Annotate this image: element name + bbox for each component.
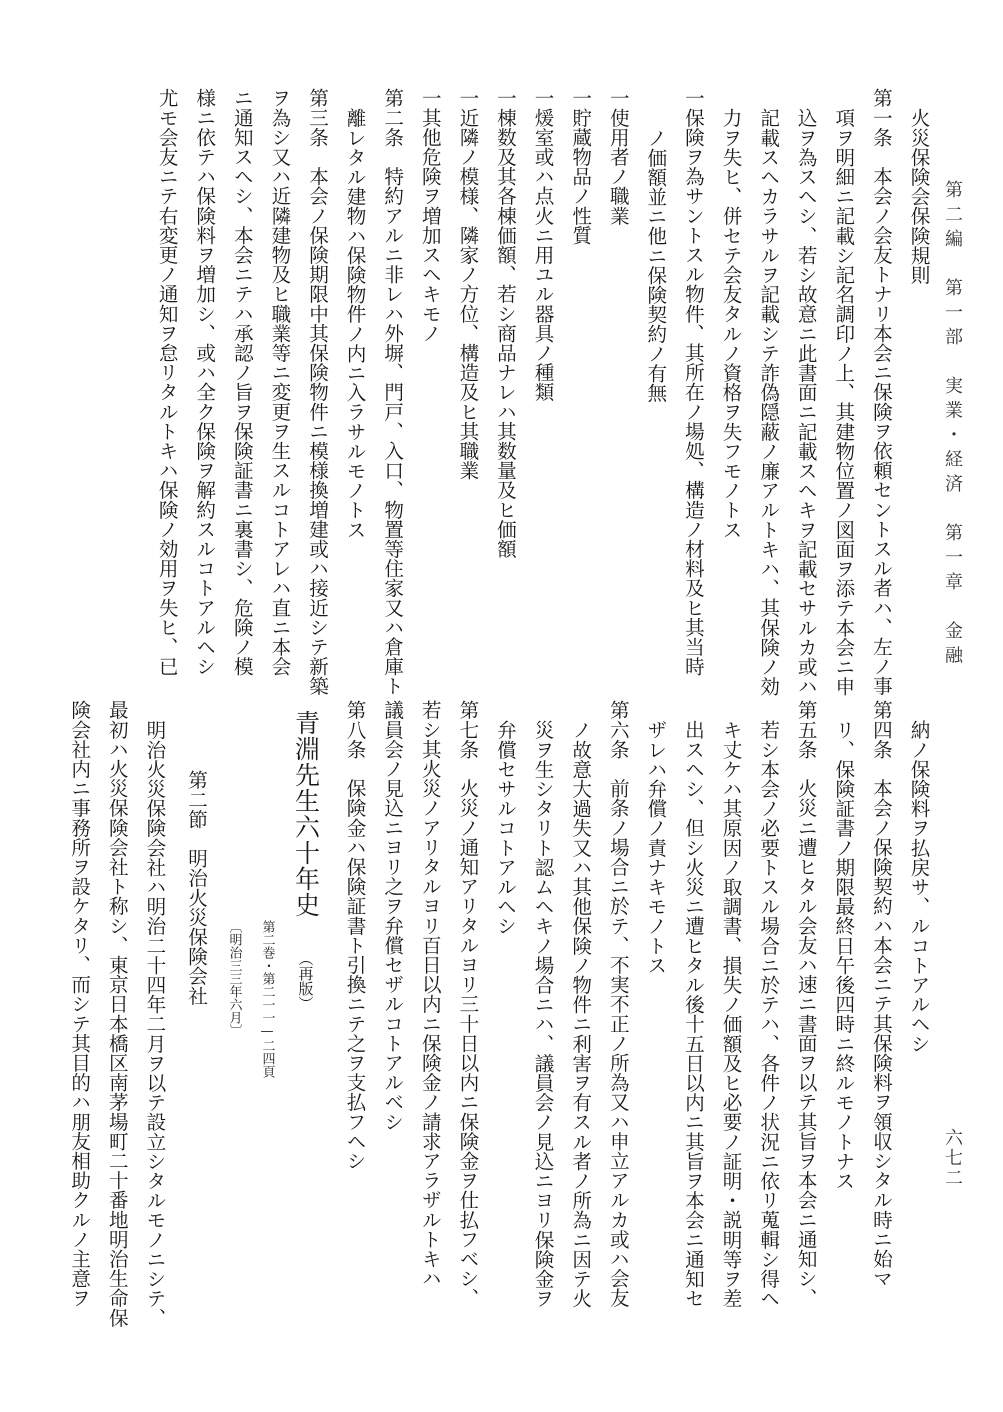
text-line: ノ故意大過失又ハ其他保険ノ物件ニ利害ヲ有スル者ノ所為ニ因テ火: [568, 720, 592, 1308]
text-line: 第三条 本会ノ保険期限中其保険物件ニ模様換増建或ハ接近シテ新築: [305, 88, 329, 696]
citation-edition: （再版）: [296, 951, 315, 1011]
text-line: ヲ為シ又ハ近隣建物及ヒ職業等ニ変更ヲ生スルコトアレハ直ニ本会: [267, 88, 291, 676]
text-line: 第一条 本会ノ会友トナリ本会ニ保険ヲ依頼セントスル者ハ、左ノ事: [869, 88, 893, 696]
text-line: 第七条 火災ノ通知アリタルヨリ三十日以内ニ保険金ヲ仕払フベシ、: [455, 700, 479, 1308]
text-line: 離レタル建物ハ保険物件ノ内ニ入ラサルモノトス: [343, 108, 367, 540]
text-line: 一使用者ノ職業: [606, 88, 630, 226]
text-line: 込ヲ為スヘシ、若シ故意ニ此書面ニ記載スヘキヲ記載セサルカ或ハ: [794, 108, 818, 696]
text-line: 尤モ会友ニテ右変更ノ通知ヲ怠リタルトキハ保険ノ効用ヲ失ヒ、已: [155, 88, 179, 676]
text-line: 一貯蔵物品ノ性質: [568, 88, 592, 245]
text-line: 第八条 保険金ハ保険証書ト引換ニテ之ヲ支払フヘシ: [343, 700, 367, 1171]
citation: [291, 700, 321, 1360]
text-line: リ、保険証書ノ期限最終日午後四時ニ終ルモノトナス: [831, 720, 855, 1191]
text-line: ニ通知スヘシ、本会ニテハ承認ノ旨ヲ保険証書ニ裏書シ、危険ノ模: [230, 88, 254, 676]
text-line: 一其他危険ヲ増加スヘキモノ: [418, 88, 442, 343]
section-title: 火災保険会保険規則: [907, 108, 930, 285]
citation-note: [261, 700, 274, 1360]
text-line: 第六条 前条ノ場合ニ於テ、不実不正ノ所為又ハ申立アルカ或ハ会友: [606, 700, 630, 1308]
text-line: 第五条 火災ニ遭ヒタル会友ハ速ニ書面ヲ以テ其旨ヲ本会ニ通知シ、: [794, 700, 818, 1308]
text-line: ザレハ弁償ノ責ナキモノトス: [643, 720, 667, 975]
text-line: 一保険ヲ為サントスル物件、其所在ノ場処、構造ノ材料及ヒ其当時: [681, 88, 705, 676]
section-heading: 第二節 明治火災保険会社: [184, 770, 208, 1006]
text-line: 力ヲ失ヒ、併セテ会友タルノ資格ヲ失フモノトス: [719, 108, 743, 540]
text-line: 災ヲ生シタリト認ムヘキノ場合ニハ、議員会ノ見込ニヨリ保険金ヲ: [531, 720, 555, 1308]
bottom-text-block: [51, 700, 928, 1360]
text-line: 険会社内ニ事務所ヲ設ケタリ、而シテ其目的ハ朋友相助クルノ主意ヲ: [67, 700, 91, 1308]
text-line: 第四条 本会ノ保険契約ハ本会ニテ其保険料ヲ領収シタル時ニ始マ: [869, 700, 893, 1288]
text-line: 項ヲ明細ニ記載シ記名調印ノ上、其建物位置ノ図面ヲ添テ本会ニ申: [831, 108, 855, 696]
text-line: 一棟数及其各棟価額、若シ商品ナレハ其数量及ヒ価額: [493, 88, 517, 559]
text-line: 納ノ保険料ヲ払戻サ、ルコトアルヘシ: [907, 720, 930, 1054]
text-line: 若シ本会ノ必要トスル場合ニ於テハ、各件ノ状況ニ依リ蒐輯シ得ヘ: [756, 720, 780, 1308]
running-head: 第二編 第一部 実業・経済 第一章 金融: [942, 180, 963, 670]
text-line: 最初ハ火災保険会社ト称シ、東京日本橋区南茅場町二十番地明治生命保: [105, 700, 129, 1328]
text-line: 明治火災保険会社ハ明治二十四年二月ヲ以テ設立シタルモノニシテ、: [142, 720, 166, 1328]
text-line: ノ価額並ニ他ニ保険契約ノ有無: [643, 128, 667, 403]
text-line: キ丈ケハ其原因ノ取調書、損失ノ価額及ヒ必要ノ証明・説明等ヲ差: [719, 720, 743, 1308]
top-text-block: [139, 88, 930, 696]
text-line: 一近隣ノ模様、隣家ノ方位、構造及ヒ其職業: [455, 88, 479, 480]
text-line: 若シ其火災ノアリタルヨリ百日以内ニ保険金ノ請求アラザルトキハ: [418, 700, 442, 1288]
text-line: 記載スヘカラサルヲ記載シテ詐偽隠蔽ノ廉アルトキハ、其保険ノ効: [756, 108, 780, 696]
text-line: 様ニ依テハ保険料ヲ増加シ、或ハ全ク保険ヲ解約スルコトアルヘシ: [192, 88, 216, 676]
citation-title: 青淵先生六十年史: [291, 710, 321, 918]
citation-pages: 第二巻・第二一一—二四頁: [259, 920, 275, 1078]
page-number: 六七二: [942, 1128, 963, 1188]
text-line: 出スヘシ、但シ火災ニ遭ヒタル後十五日以内ニ其旨ヲ本会ニ通知セ: [681, 720, 705, 1308]
citation-date: [228, 700, 241, 1360]
text-line: 議員会ノ見込ニヨリ之ヲ弁償セザルコトアルベシ: [380, 700, 404, 1132]
text-line: 弁償セサルコトアルヘシ: [493, 720, 517, 936]
text-line: 一煖室或ハ点火ニ用ユル器具ノ種類: [531, 88, 555, 402]
text-line: 第二条 特約アルニ非レハ外塀、門戸、入口、物置等住家又ハ倉庫ト: [380, 88, 404, 696]
citation-date-text: 〔明治三三年六月〕: [226, 920, 242, 1037]
